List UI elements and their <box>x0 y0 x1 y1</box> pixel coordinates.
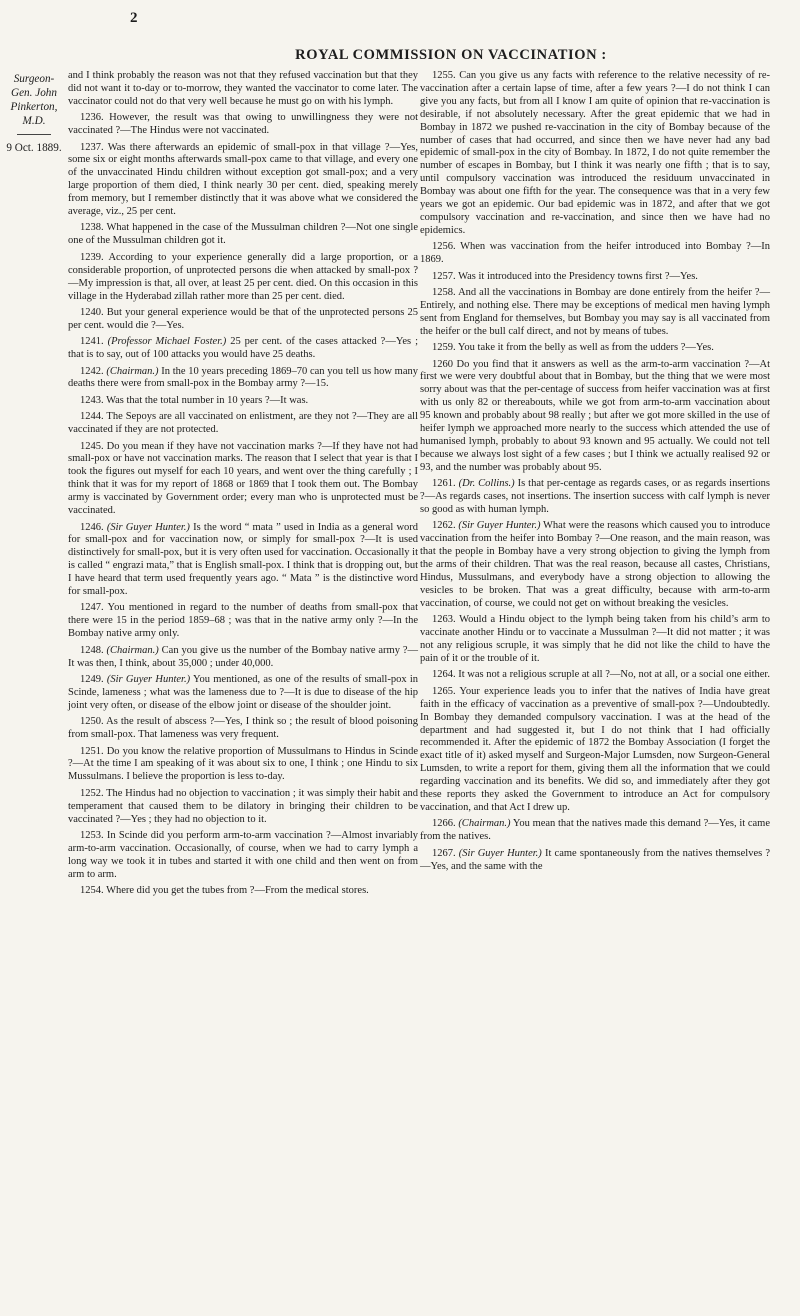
page-number: 2 <box>130 10 138 26</box>
question-paragraph <box>68 522 418 599</box>
question-number: 1267. <box>432 847 456 859</box>
question-number: 1246. <box>80 521 104 533</box>
question-paragraph <box>420 614 770 666</box>
question-text: Can you give us any facts with reference to the relative necessity of re-vaccination after a certain lapse of time, after a few years ?—I do not think I can give you any facts, but from all I know I am quite of opinion that re-vaccination is desirable, if not absolutely necessary. After the great epidemic that we had in Bombay in 1872 we pushed re-vaccination in the city of Bombay because of the number of cases that had occurred, and since then we have never had any bad epidemic of small-pox in the city of Bombay. In 1872, I do not quite remember the number of escapes in Bombay, but I think it was nearly one fifth ; that is to say, until compulsory vaccination was introduced the residuum unvaccinated in Bombay was about one fifth for the year. The consequence was that in a very few years we got an epidemic. Our bad epidemic was in 1872, and after that we got compulsory vaccination and re-vaccination, and since then we have had no epidemics. <box>420 70 770 236</box>
question-text: 25 per cent. of the cases attacked ?—Yes ; that is to say, out of 100 attacks you would have 25 deaths. <box>68 336 419 361</box>
question-text: It was not a religious scruple at all ?—No, not at all, or a social one either. <box>458 669 770 681</box>
question-text: What happened in the case of the Mussulman children ?—Not one single one of the Mussulman children got it. <box>68 222 418 247</box>
question-text: Was there afterwards an epidemic of small-pox in that village ?—Yes, some six or eight months afterwards small-pox came to that village, and every one of the unvaccinated Hindu children without exception got small-pox; and a very large proportion of them died, I think nearly 30 per cent. died, speaking merely from memory, but I remember distinctly that it was above what we considered the average, viz., 25 per cent. <box>68 141 418 218</box>
question-paragraph <box>420 478 770 517</box>
question-number: 1244. <box>80 411 104 423</box>
question-text: Your experience leads you to infer that the natives of India have great faith in the efficacy of vaccination as a preventive of small-pox ?—Undoubtedly. In Bombay they demanded compulsory vaccination. I was at the head of the department and had suggested it, but I do not think that I had officially recommended it. After the epidemic of 1872 the Bombay Association (I forget the exact title of it) asked myself and Surgeon-Major Lumsden, now Surgeon-General Lumsden, to write a report for them, giving them all the information that we could regarding vaccination and its benefits. We did so, and immediately after they got these reports they asked the Government to introduce an Act for compulsory vaccination, and that Act I drew up. <box>420 685 770 813</box>
question-number: 1247. <box>80 602 104 614</box>
question-text: Where did you get the tubes from ?—From the medical stores. <box>106 885 369 897</box>
question-text: As the result of abscess ?—Yes, I think so ; the result of blood poisoning from small-pox. That lameness was very frequent. <box>68 716 419 741</box>
speaker-label: (Chairman.) <box>106 644 159 656</box>
question-number: 1249. <box>80 673 104 685</box>
question-number: 1261. <box>432 478 456 490</box>
question-paragraph <box>68 441 418 518</box>
question-paragraph <box>68 336 418 362</box>
question-number: 1236. <box>80 112 104 124</box>
question-paragraph <box>420 342 770 355</box>
question-paragraph <box>68 307 418 333</box>
question-number: 1260 <box>432 358 453 370</box>
margin-note <box>4 72 64 155</box>
question-paragraph <box>68 746 418 785</box>
question-text: Was it introduced into the Presidency towns first ?—Yes. <box>458 270 698 282</box>
question-text: Do you know the relative proportion of Mussulmans to Hindus in Scinde ?—At the time I am speaking of it was about six to one, I think ; one Hindu to six Mussulmans. I believe the proportion is less to-day. <box>68 745 418 783</box>
question-number: 1251. <box>80 745 104 757</box>
question-paragraph <box>420 70 770 238</box>
margin-witness: Surgeon-Gen. John Pinkerton, M.D. <box>10 73 58 127</box>
question-number: 1240. <box>80 306 104 318</box>
question-text: You take it from the belly as well as from the udders ?—Yes. <box>457 342 714 354</box>
question-paragraph <box>420 669 770 682</box>
question-paragraph <box>68 70 418 109</box>
speaker-label: (Chairman.) <box>106 365 159 377</box>
question-text: It came spontaneously from the natives themselves ?—Yes, and the same with the <box>420 847 771 872</box>
question-number: 1254. <box>80 885 104 897</box>
question-paragraph <box>420 287 770 339</box>
speaker-label: (Professor Michael Foster.) <box>107 336 227 348</box>
question-text: Was that the total number in 10 years ?—It was. <box>106 394 309 406</box>
question-text: According to your experience generally did a large proportion, or a considerable proportion, of unprotected persons die when attacked by small-pox ?—My impression is that, all over, at least 25 per cent. died. On this occasion in this village in the Hyderabad zillah rather more than 25 per cent. died. <box>68 251 418 302</box>
question-paragraph <box>68 142 418 219</box>
speaker-label: (Dr. Collins.) <box>458 478 515 490</box>
question-text: Can you give us the number of the Bombay native army ?—It was then, I think, about 35,000 ; under 40,000. <box>68 644 419 669</box>
question-paragraph <box>68 222 418 248</box>
speaker-label: (Sir Guyer Hunter.) <box>458 520 541 532</box>
question-number: 1241. <box>80 336 104 348</box>
question-number: 1248. <box>80 644 104 656</box>
question-text: Would a Hindu object to the lymph being taken from his child’s arm to vaccinate another Hindu or to vaccinate a Mussulman ?—It did not matter ; it was not any religious scruple, it was simply that he did not like the child to have the pain of it or the trouble of it. <box>420 614 770 664</box>
speaker-label: (Sir Guyer Hunter.) <box>106 673 191 685</box>
question-paragraph <box>68 716 418 742</box>
question-text: The Hindus had no objection to vaccination ; it was simply their habit and temperament that caused them to be dilatory in bringing their children to be vaccinated ?—Yes ; they had no objection to it. <box>68 787 418 825</box>
question-number: 1257. <box>432 270 456 282</box>
question-number: 1258. <box>432 287 456 298</box>
question-text: However, the result was that owing to unwillingness they were not vaccinated ?—The Hindus were not vaccinated. <box>68 112 418 137</box>
question-number: 1265. <box>432 685 456 697</box>
question-number: 1245. <box>80 440 104 452</box>
question-number: 1256. <box>432 241 456 253</box>
question-number: 1255. <box>432 70 456 81</box>
question-paragraph <box>68 112 418 138</box>
speaker-label: (Sir Guyer Hunter.) <box>106 521 190 533</box>
question-text: Is that per-centage as regards cases, or as regards insertions ?—As regards cases, not insertions. The insertion success with calf lymph is never so good as with human lymph. <box>420 478 771 515</box>
question-paragraph <box>68 602 418 641</box>
question-text: Is the word “ mata ” used in India as a general word for small-pox and for vaccination now, or simply for small-pox ?—It is used distinctively for small-pox, but it is very often used for vaccination. Occasionally it is called “ engrazi mata,” that is English small-pox. I think that is dropping out, but I have heard that term used frequently years ago. “ Mata ” is the distinctive word for small-pox. <box>68 521 419 598</box>
question-paragraph <box>68 674 418 713</box>
question-number: 1266. <box>432 818 456 830</box>
question-paragraph <box>420 818 770 844</box>
question-paragraph <box>68 788 418 827</box>
question-text: You mentioned in regard to the number of deaths from small-pox that there were 15 in the period 1859–68 ; was that in the native army only ?—In the Bombay native army only. <box>68 602 418 640</box>
question-number: 1264. <box>432 669 456 681</box>
question-number: 1263. <box>432 614 456 626</box>
question-number: 1252. <box>80 787 104 799</box>
question-text: You mean that the natives made this demand ?—Yes, it came from the natives. <box>420 818 770 843</box>
question-text: And all the vaccinations in Bombay are done entirely from the heifer ?—Entirely, and nothing else. There may be exceptions of medical men having lymph sent from England for themselves, but Bombay you may say is all vaccinated from the heifer or the bull calf direct, and not by means of tubes. <box>420 287 771 337</box>
question-paragraph <box>420 520 770 610</box>
running-head: ROYAL COMMISSION ON VACCINATION : <box>295 47 607 63</box>
question-number: 1262. <box>432 520 456 532</box>
speaker-label: (Chairman.) <box>458 818 511 830</box>
margin-rule <box>17 134 51 135</box>
question-text: When was vaccination from the heifer introduced into Bombay ?—In 1869. <box>420 241 770 266</box>
question-text: and I think probably the reason was not that they refused vaccination but that they did not want it to-day or to-morrow, they wanted the vaccinator to come later. The vaccinator could not do that very well because he must go on with his lymph. <box>68 70 418 107</box>
question-paragraph <box>68 645 418 671</box>
question-number: 1239. <box>80 251 104 263</box>
question-text: But your general experience would be that of the unprotected persons 25 per cent. would die ?—Yes. <box>68 306 419 331</box>
question-number: 1259. <box>432 342 456 354</box>
question-paragraph <box>420 686 770 815</box>
question-paragraph <box>420 848 770 874</box>
question-number: 1243. <box>80 394 104 406</box>
question-text: In Scinde did you perform arm-to-arm vaccination ?—Almost invariably arm-to-arm vaccination. Occasionally, of course, when we had to carry lymph a long way we took it in tubes and started it with one child and then went on from arm to arm. <box>68 829 418 880</box>
question-text: Do you find that it answers as well as the arm-to-arm vaccination ?—At first we were very doubtful about that in Bombay, but the thing that we were most sorry about was that the per-centage of success from heifer vaccination was at first with us only 82 or thereabouts, while we got from arm-to-arm vaccination about 95 known and probably about 98 really ; but after we got more skilled in the use of heifer lymph we approached more nearly to the success which attended the use of humanised lymph, probably to about 93 known and 95 actually. We could not tell because we always lost sight of a few cases ; but I think we actually realised 92 or 93, and the number was probably about 95. <box>420 358 770 473</box>
question-paragraph <box>68 830 418 882</box>
margin-date: 9 Oct. 1889. <box>6 142 62 154</box>
right-column <box>420 70 770 877</box>
question-number: 1250. <box>80 716 104 728</box>
question-paragraph <box>420 359 770 475</box>
question-number: 1237. <box>80 141 104 153</box>
question-paragraph <box>68 885 418 898</box>
question-paragraph <box>68 252 418 304</box>
question-paragraph <box>420 271 770 284</box>
speaker-label: (Sir Guyer Hunter.) <box>458 847 542 859</box>
question-number: 1253. <box>80 829 104 841</box>
question-text: What were the reasons which caused you to introduce vaccination from the heifer into Bombay ?—One reason, and the main reason, was that the people in Bombay have a very strong objection to giving the lymph from the arms of their children. That was the real reason, because all castes, Christians, Hindus, Mussulmans, and everybody have a strong objection to allowing the vesicles to be broken. That was a great difficulty, because with arm-to-arm vaccination, of course, we could not get on without breaking the vesicles. <box>420 520 770 609</box>
question-text: You mentioned, as one of the results of small-pox in Scinde, lameness ; what was the lameness due to ?—It is due to disease of the hip joint very often, or disease of the elbow joint or disease of the shoulder joint. <box>68 673 418 711</box>
question-number: 1242. <box>80 365 104 377</box>
left-column <box>68 70 418 901</box>
question-number: 1238. <box>80 222 104 234</box>
question-text: In the 10 years preceding 1869–70 can you tell us how many deaths there were from small-pox in the Bombay army ?—15. <box>68 365 419 390</box>
question-text: The Sepoys are all vaccinated on enlistment, are they not ?—They are all vaccinated if they are not protected. <box>68 411 419 436</box>
question-paragraph <box>68 366 418 392</box>
question-paragraph <box>68 411 418 437</box>
question-text: Do you mean if they have not vaccination marks ?—If they have not had small-pox or have not vaccination marks. The reason that I select that year is that I took the figures out myself for each 10 years, and went over the thing carefully ; I think that it was for my report of 1868 or 1869 that I took them out. The Bombay army is vaccinated by Government order; every man who is unprotected must be vaccinated. <box>68 440 419 517</box>
question-paragraph <box>420 241 770 267</box>
question-paragraph <box>68 395 418 408</box>
